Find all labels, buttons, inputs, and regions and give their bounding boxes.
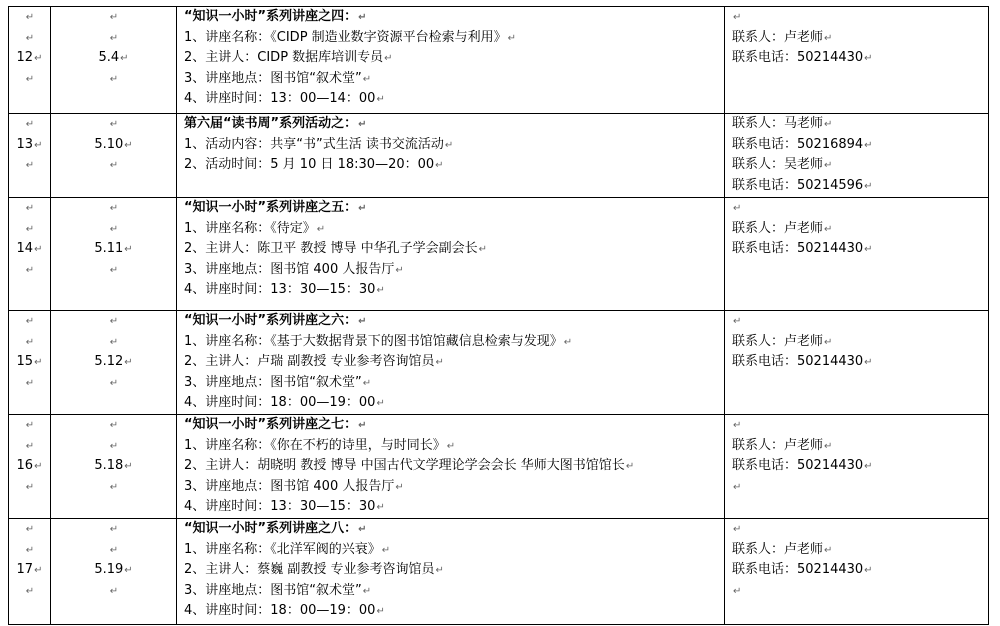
- row-number: [9, 48, 50, 69]
- paragraph-mark: ↵: [34, 357, 43, 369]
- event-detail: [184, 540, 724, 561]
- paragraph-mark: ↵: [34, 244, 43, 256]
- event-detail-text: 1、讲座名称：《待定》: [184, 220, 316, 236]
- paragraph-mark: ↵: [733, 12, 742, 23]
- event-detail-text: 3、讲座地点：图书馆 400 人报告厅: [184, 261, 395, 277]
- event-detail: [184, 332, 724, 353]
- contact-line: [732, 155, 988, 176]
- blank-line: [9, 155, 50, 176]
- paragraph-mark: ↵: [824, 544, 833, 556]
- event-content-cell: [177, 311, 725, 415]
- event-detail-text: 3、讲座地点：图书馆“叙术堂”: [184, 374, 362, 390]
- event-detail: [184, 456, 724, 477]
- blank-line: [9, 415, 50, 436]
- date-cell: [51, 114, 177, 198]
- blank-line: [51, 581, 176, 602]
- blank-line: [51, 311, 176, 332]
- event-detail: [184, 373, 724, 394]
- blank-line: [9, 311, 50, 332]
- event-title: [184, 519, 724, 540]
- event-detail: [184, 352, 724, 373]
- paragraph-mark: ↵: [435, 357, 444, 369]
- event-content-cell: [177, 415, 725, 519]
- paragraph-mark: ↵: [109, 544, 119, 556]
- blank-line: [51, 415, 176, 436]
- blank-line: [9, 519, 50, 540]
- date-cell: [51, 519, 177, 625]
- date-cell: [51, 415, 177, 519]
- paragraph-mark: ↵: [446, 440, 456, 452]
- event-title-text: “知识一小时”系列讲座之六：: [184, 313, 358, 328]
- event-detail: [184, 436, 724, 457]
- event-detail: [184, 48, 724, 69]
- paragraph-mark: ↵: [124, 565, 133, 577]
- event-detail-text: 2、主讲人：蔡巍 副教授 专业参考咨询馆员: [184, 562, 435, 578]
- paragraph-mark: ↵: [563, 336, 573, 348]
- row-number-cell: [9, 7, 51, 114]
- paragraph-mark: ↵: [864, 244, 873, 256]
- contact-cell: [725, 415, 989, 519]
- event-detail: [184, 497, 724, 518]
- contact-line-text: 联系人：马老师: [732, 116, 824, 131]
- row-number-text: 17: [16, 562, 34, 578]
- paragraph-mark: ↵: [435, 160, 444, 172]
- event-detail: [184, 393, 724, 414]
- row-number-text: 12: [16, 50, 34, 66]
- blank-line: [9, 540, 50, 561]
- event-detail: [184, 219, 724, 240]
- paragraph-mark: ↵: [864, 565, 873, 577]
- paragraph-mark: ↵: [358, 420, 367, 431]
- paragraph-mark: ↵: [109, 316, 119, 327]
- contact-line-text: 联系人：卢老师: [732, 220, 824, 236]
- contact-line-text: 联系电话：50214596: [732, 177, 864, 193]
- blank-line: [51, 373, 176, 394]
- event-detail-text: 2、主讲人：陈卫平 教授 博导 中华孔子学会副会长: [184, 241, 478, 257]
- blank-line: [51, 477, 176, 498]
- event-table: [8, 6, 989, 625]
- blank-line: [732, 519, 988, 540]
- paragraph-mark: ↵: [362, 73, 372, 85]
- contact-line-text: 联系人：卢老师: [732, 29, 824, 45]
- contact-line-text: 联系电话：50214430: [732, 354, 864, 370]
- paragraph-mark: ↵: [34, 139, 43, 151]
- paragraph-mark: ↵: [25, 73, 35, 85]
- paragraph-mark: ↵: [109, 203, 119, 214]
- event-title: [184, 311, 724, 332]
- table-row: [9, 311, 989, 415]
- paragraph-mark: ↵: [109, 160, 119, 172]
- paragraph-mark: ↵: [358, 12, 367, 23]
- row-number: [9, 352, 50, 373]
- contact-cell: [725, 519, 989, 625]
- paragraph-mark: ↵: [625, 461, 635, 473]
- contact-line-text: 联系电话：50214430: [732, 241, 864, 257]
- contact-line-text: 联系电话：50214430: [732, 458, 864, 474]
- event-detail: [184, 135, 724, 156]
- contact-line-text: 联系电话：50214430: [732, 50, 864, 66]
- paragraph-mark: ↵: [25, 32, 35, 44]
- contact-line-text: 联系电话：50216894: [732, 136, 864, 152]
- paragraph-mark: ↵: [376, 606, 385, 618]
- event-title-text: “知识一小时”系列讲座之八：: [184, 521, 358, 536]
- contact-line: [732, 219, 988, 240]
- event-detail-text: 4、讲座时间：13：30—15：30: [184, 499, 376, 515]
- event-detail: [184, 239, 724, 260]
- event-detail-text: 4、讲座时间：13：00—14：00: [184, 91, 376, 107]
- event-detail-text: 1、讲座名称：《CIDP 制造业数字资源平台检索与利用》: [184, 29, 507, 45]
- paragraph-mark: ↵: [824, 119, 833, 130]
- paragraph-mark: ↵: [109, 377, 119, 389]
- paragraph-mark: ↵: [25, 264, 35, 276]
- paragraph-mark: ↵: [109, 12, 119, 23]
- contact-line: [732, 239, 988, 260]
- row-number-cell: [9, 519, 51, 625]
- event-detail: [184, 69, 724, 90]
- paragraph-mark: ↵: [25, 336, 35, 348]
- paragraph-mark: ↵: [25, 160, 35, 172]
- contact-line: [732, 540, 988, 561]
- table-row: [9, 198, 989, 311]
- paragraph-mark: ↵: [824, 440, 833, 452]
- event-detail: [184, 89, 724, 110]
- paragraph-mark: ↵: [109, 481, 119, 493]
- paragraph-mark: ↵: [124, 139, 133, 151]
- table-row: [9, 114, 989, 198]
- contact-line: [732, 176, 988, 197]
- paragraph-mark: ↵: [316, 223, 326, 235]
- paragraph-mark: ↵: [25, 585, 35, 597]
- paragraph-mark: ↵: [109, 420, 119, 431]
- blank-line: [9, 7, 50, 28]
- blank-line: [9, 114, 50, 135]
- row-number: [9, 135, 50, 156]
- table-row: [9, 519, 989, 625]
- event-title: [184, 7, 724, 28]
- paragraph-mark: ↵: [124, 461, 133, 473]
- paragraph-mark: ↵: [824, 32, 833, 44]
- blank-line: [51, 260, 176, 281]
- paragraph-mark: ↵: [34, 565, 43, 577]
- paragraph-mark: ↵: [109, 585, 119, 597]
- event-content-cell: [177, 114, 725, 198]
- row-number-text: 16: [16, 458, 34, 474]
- contact-cell: [725, 7, 989, 114]
- blank-line: [9, 219, 50, 240]
- event-detail-text: 2、活动时间：5 月 10 日 18:30—20：00: [184, 157, 435, 173]
- blank-line: [9, 198, 50, 219]
- blank-line: [9, 436, 50, 457]
- event-content-cell: [177, 198, 725, 311]
- contact-line: [732, 114, 988, 135]
- blank-line: [9, 332, 50, 353]
- event-detail: [184, 260, 724, 281]
- paragraph-mark: ↵: [395, 264, 404, 276]
- paragraph-mark: ↵: [733, 203, 742, 214]
- event-title: [184, 198, 724, 219]
- paragraph-mark: ↵: [109, 223, 119, 235]
- paragraph-mark: ↵: [358, 203, 367, 214]
- event-detail-text: 4、讲座时间：18：00—19：00: [184, 395, 376, 411]
- event-detail-text: 2、主讲人：CIDP 数据库培训专员: [184, 50, 384, 66]
- paragraph-mark: ↵: [34, 461, 43, 473]
- contact-line-text: 联系人：卢老师: [732, 333, 824, 349]
- paragraph-mark: ↵: [824, 336, 833, 348]
- paragraph-mark: ↵: [124, 357, 133, 369]
- paragraph-mark: ↵: [25, 481, 35, 493]
- blank-line: [51, 540, 176, 561]
- blank-line: [9, 373, 50, 394]
- event-title: [184, 114, 724, 135]
- blank-line: [732, 7, 988, 28]
- blank-line: [51, 219, 176, 240]
- row-number-text: 15: [16, 354, 34, 370]
- paragraph-mark: ↵: [358, 524, 367, 535]
- paragraph-mark: ↵: [25, 524, 35, 535]
- event-date-text: 5.12: [94, 354, 124, 370]
- paragraph-mark: ↵: [25, 377, 35, 389]
- row-number-text: 14: [16, 241, 34, 257]
- blank-line: [51, 332, 176, 353]
- row-number-cell: [9, 415, 51, 519]
- paragraph-mark: ↵: [864, 180, 873, 192]
- paragraph-mark: ↵: [824, 160, 833, 172]
- paragraph-mark: ↵: [733, 316, 742, 327]
- event-date: [51, 560, 176, 581]
- event-detail: [184, 155, 724, 176]
- blank-line: [51, 519, 176, 540]
- paragraph-mark: ↵: [109, 336, 119, 348]
- paragraph-mark: ↵: [25, 544, 35, 556]
- blank-line: [9, 69, 50, 90]
- paragraph-mark: ↵: [864, 53, 873, 65]
- blank-line: [732, 477, 988, 498]
- contact-line: [732, 332, 988, 353]
- blank-line: [732, 415, 988, 436]
- row-number-cell: [9, 311, 51, 415]
- blank-line: [51, 28, 176, 49]
- event-title-text: “知识一小时”系列讲座之五：: [184, 200, 358, 215]
- paragraph-mark: ↵: [109, 73, 119, 85]
- event-date-text: 5.19: [94, 562, 124, 578]
- blank-line: [9, 581, 50, 602]
- table-row: [9, 415, 989, 519]
- paragraph-mark: ↵: [444, 139, 454, 151]
- paragraph-mark: ↵: [824, 223, 833, 235]
- paragraph-mark: ↵: [109, 119, 119, 130]
- row-number: [9, 560, 50, 581]
- paragraph-mark: ↵: [864, 357, 873, 369]
- paragraph-mark: ↵: [864, 139, 873, 151]
- event-detail-text: 2、主讲人：卢瑞 副教授 专业参考咨询馆员: [184, 354, 435, 370]
- contact-line: [732, 436, 988, 457]
- paragraph-mark: ↵: [109, 524, 119, 535]
- paragraph-mark: ↵: [395, 481, 404, 493]
- contact-cell: [725, 114, 989, 198]
- event-detail-text: 1、讲座名称：《基于大数据背景下的图书馆馆藏信息检索与发现》: [184, 333, 563, 349]
- paragraph-mark: ↵: [34, 53, 43, 65]
- blank-line: [9, 260, 50, 281]
- blank-line: [51, 155, 176, 176]
- event-title-text: “知识一小时”系列讲座之七：: [184, 417, 358, 432]
- event-date: [51, 135, 176, 156]
- paragraph-mark: ↵: [362, 585, 372, 597]
- paragraph-mark: ↵: [733, 481, 742, 493]
- blank-line: [51, 69, 176, 90]
- event-detail-text: 3、讲座地点：图书馆 400 人报告厅: [184, 478, 395, 494]
- paragraph-mark: ↵: [733, 585, 742, 597]
- contact-line-text: 联系人：卢老师: [732, 541, 824, 557]
- event-detail: [184, 280, 724, 301]
- event-detail-text: 3、讲座地点：图书馆“叙术堂”: [184, 582, 362, 598]
- row-number: [9, 456, 50, 477]
- contact-line: [732, 456, 988, 477]
- event-title-text: 第六届“读书周”系列活动之：: [184, 116, 358, 131]
- blank-line: [9, 477, 50, 498]
- contact-line: [732, 48, 988, 69]
- blank-line: [51, 114, 176, 135]
- table-row: [9, 7, 989, 114]
- event-date: [51, 352, 176, 373]
- event-detail: [184, 28, 724, 49]
- paragraph-mark: ↵: [864, 461, 873, 473]
- event-detail: [184, 581, 724, 602]
- event-date-text: 5.4: [98, 50, 120, 66]
- paragraph-mark: ↵: [109, 264, 119, 276]
- paragraph-mark: ↵: [435, 565, 444, 577]
- contact-line-text: 联系人：卢老师: [732, 437, 824, 453]
- date-cell: [51, 311, 177, 415]
- contact-line: [732, 560, 988, 581]
- paragraph-mark: ↵: [507, 32, 517, 44]
- paragraph-mark: ↵: [376, 285, 385, 297]
- row-number-cell: [9, 198, 51, 311]
- event-detail-text: 1、讲座名称：《北洋军阀的兴衰》: [184, 541, 381, 557]
- paragraph-mark: ↵: [384, 53, 393, 65]
- paragraph-mark: ↵: [124, 244, 133, 256]
- event-detail-text: 1、活动内容：共享“书”式生活 读书交流活动: [184, 136, 444, 152]
- event-detail-text: 2、主讲人：胡晓明 教授 博导 中国古代文学理论学会会长 华师大图书馆馆长: [184, 458, 625, 474]
- paragraph-mark: ↵: [733, 524, 742, 535]
- event-detail: [184, 560, 724, 581]
- paragraph-mark: ↵: [25, 420, 35, 431]
- contact-line-text: 联系电话：50214430: [732, 562, 864, 578]
- contact-cell: [725, 311, 989, 415]
- paragraph-mark: ↵: [362, 377, 372, 389]
- contact-line: [732, 135, 988, 156]
- blank-line: [732, 198, 988, 219]
- event-detail-text: 4、讲座时间：13：30—15：30: [184, 282, 376, 298]
- event-date: [51, 48, 176, 69]
- paragraph-mark: ↵: [120, 53, 129, 65]
- row-number-text: 13: [16, 136, 34, 152]
- event-title-text: “知识一小时”系列讲座之四：: [184, 9, 358, 24]
- event-title: [184, 415, 724, 436]
- paragraph-mark: ↵: [376, 502, 385, 514]
- event-detail: [184, 601, 724, 622]
- contact-cell: [725, 198, 989, 311]
- paragraph-mark: ↵: [358, 316, 367, 327]
- event-detail-text: 3、讲座地点：图书馆“叙术堂”: [184, 70, 362, 86]
- paragraph-mark: ↵: [376, 94, 385, 106]
- paragraph-mark: ↵: [25, 223, 35, 235]
- event-content-cell: [177, 7, 725, 114]
- blank-line: [9, 28, 50, 49]
- date-cell: [51, 7, 177, 114]
- blank-line: [732, 581, 988, 602]
- contact-line: [732, 352, 988, 373]
- paragraph-mark: ↵: [733, 420, 742, 431]
- paragraph-mark: ↵: [25, 119, 35, 130]
- blank-line: [732, 311, 988, 332]
- event-detail-text: 4、讲座时间：18：00—19：00: [184, 603, 376, 619]
- paragraph-mark: ↵: [358, 119, 367, 130]
- blank-line: [51, 7, 176, 28]
- contact-line: [732, 28, 988, 49]
- row-number: [9, 239, 50, 260]
- event-detail-text: 1、讲座名称：《你在不朽的诗里，与时同长》: [184, 437, 446, 453]
- event-date: [51, 456, 176, 477]
- paragraph-mark: ↵: [381, 544, 391, 556]
- row-number-cell: [9, 114, 51, 198]
- event-date: [51, 239, 176, 260]
- contact-line-text: 联系人：吴老师: [732, 157, 824, 173]
- date-cell: [51, 198, 177, 311]
- blank-line: [51, 436, 176, 457]
- paragraph-mark: ↵: [109, 32, 119, 44]
- event-date-text: 5.11: [94, 241, 124, 257]
- event-date-text: 5.10: [94, 136, 124, 152]
- event-content-cell: [177, 519, 725, 625]
- paragraph-mark: ↵: [25, 203, 35, 214]
- event-detail: [184, 477, 724, 498]
- blank-line: [51, 198, 176, 219]
- paragraph-mark: ↵: [109, 440, 119, 452]
- paragraph-mark: ↵: [376, 398, 385, 410]
- paragraph-mark: ↵: [478, 244, 488, 256]
- paragraph-mark: ↵: [25, 440, 35, 452]
- paragraph-mark: ↵: [25, 316, 35, 327]
- event-date-text: 5.18: [94, 458, 124, 474]
- paragraph-mark: ↵: [25, 12, 35, 23]
